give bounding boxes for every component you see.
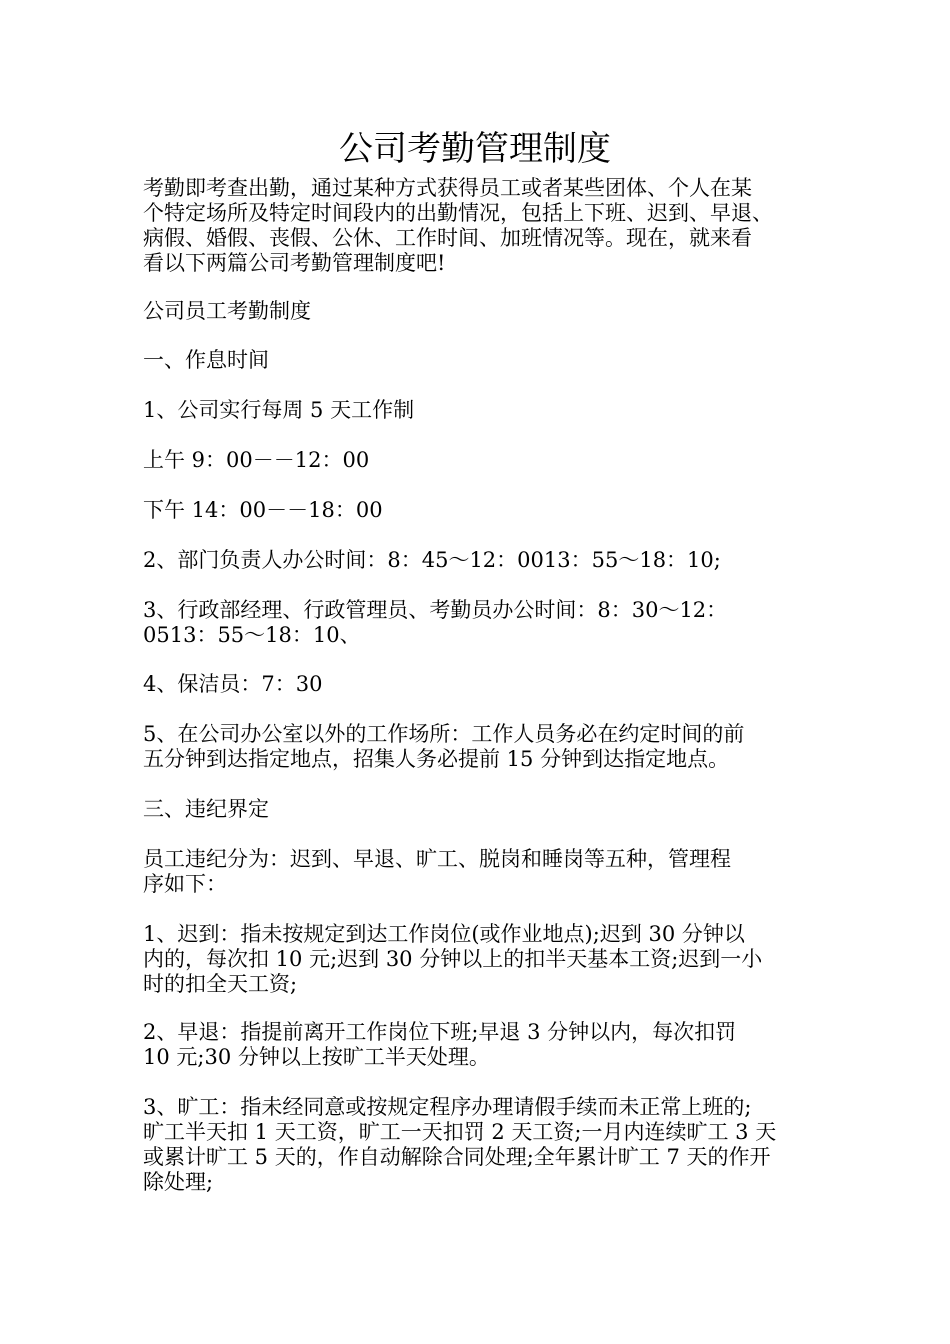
intro-line-1: 考勤即考查出勤，通过某种方式获得员工或者某些团体、个人在某 <box>143 176 752 200</box>
item-2: 2、部门负责人办公时间：8：45～12：0013：55～18：10; <box>143 548 721 572</box>
morning-hours: 上午 9：00－－12：00 <box>143 448 370 472</box>
rule-2-line-2: 10 元;30 分钟以上按旷工半天处理。 <box>143 1045 490 1069</box>
item-5-line-1: 5、在公司办公室以外的工作场所：工作人员务必在约定时间的前 <box>143 722 745 746</box>
intro-line-4: 看以下两篇公司考勤管理制度吧! <box>143 251 446 275</box>
item-4: 4、保洁员：7：30 <box>143 672 323 696</box>
heading-violations: 三、违纪界定 <box>143 797 269 821</box>
item-5-line-2: 五分钟到达指定地点，招集人务必提前 15 分钟到达指定地点。 <box>143 747 730 771</box>
violations-intro-line-2: 序如下： <box>143 872 227 896</box>
rule-1-line-1: 1、迟到：指未按规定到达工作岗位(或作业地点);迟到 30 分钟以 <box>143 922 745 946</box>
violations-intro-line-1: 员工违纪分为：迟到、早退、旷工、脱岗和睡岗等五种，管理程 <box>143 847 731 871</box>
intro-line-3: 病假、婚假、丧假、公休、工作时间、加班情况等。现在，就来看 <box>143 226 752 250</box>
rule-3-line-2: 旷工半天扣 1 天工资，旷工一天扣罚 2 天工资;一月内连续旷工 3 天 <box>143 1120 777 1144</box>
rule-1-line-2: 内的，每次扣 10 元;迟到 30 分钟以上的扣半天基本工资;迟到一小 <box>143 947 763 971</box>
section-title: 公司员工考勤制度 <box>143 299 311 323</box>
rule-1-line-3: 时的扣全天工资; <box>143 972 298 996</box>
intro-line-2: 个特定场所及特定时间段内的出勤情况，包括上下班、迟到、早退、 <box>143 201 773 225</box>
rule-2-line-1: 2、早退：指提前离开工作岗位下班;早退 3 分钟以内，每次扣罚 <box>143 1020 737 1044</box>
rule-3-line-4: 除处理; <box>143 1170 214 1194</box>
heading-work-hours: 一、作息时间 <box>143 348 269 372</box>
item-1: 1、公司实行每周 5 天工作制 <box>143 398 415 422</box>
page-title: 公司考勤管理制度 <box>339 129 611 169</box>
item-3-line-1: 3、行政部经理、行政管理员、考勤员办公时间：8：30～12： <box>143 598 728 622</box>
afternoon-hours: 下午 14：00－－18：00 <box>143 498 383 522</box>
item-3-line-2: 0513：55～18：10、 <box>143 623 361 647</box>
rule-3-line-3: 或累计旷工 5 天的，作自动解除合同处理;全年累计旷工 7 天的作开 <box>143 1145 771 1169</box>
rule-3-line-1: 3、旷工：指未经同意或按规定程序办理请假手续而未正常上班的; <box>143 1095 752 1119</box>
